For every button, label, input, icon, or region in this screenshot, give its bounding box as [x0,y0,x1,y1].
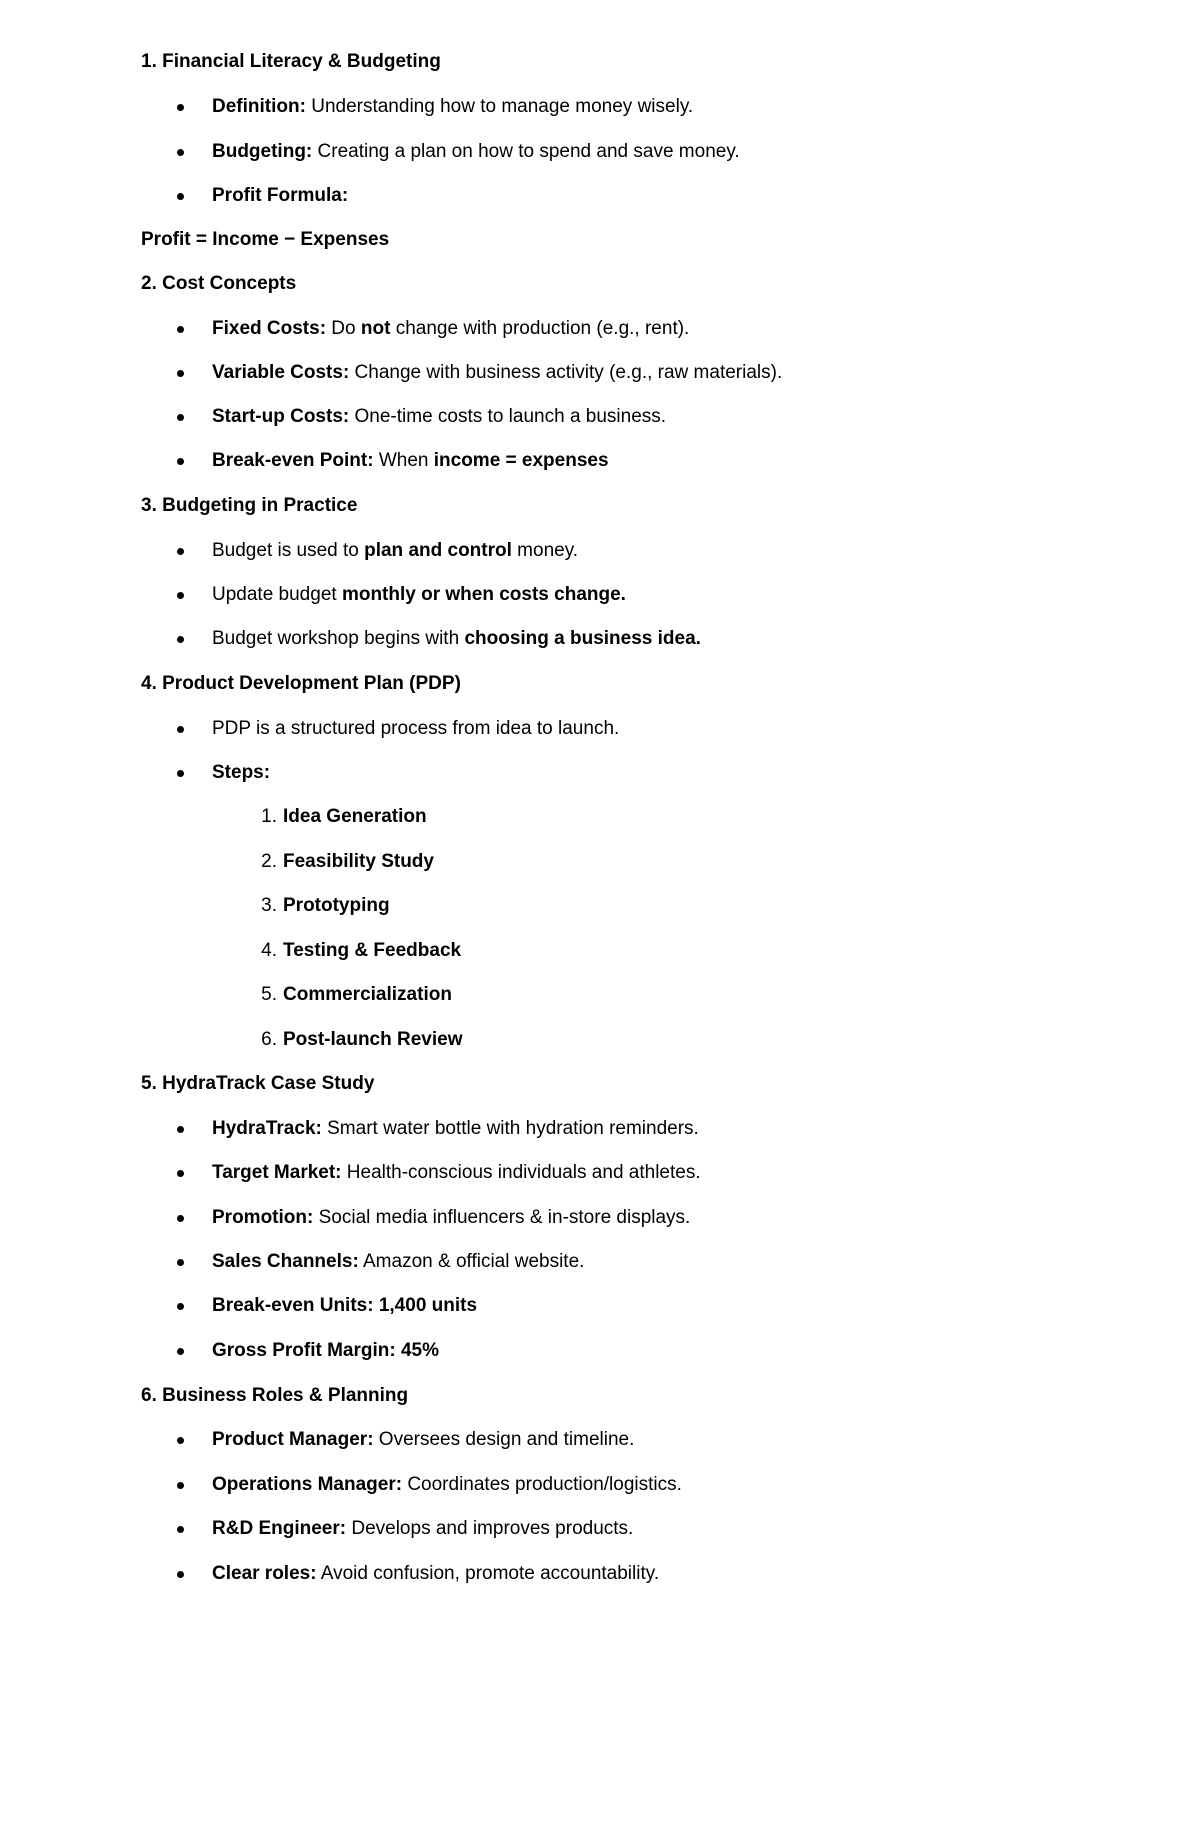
section-heading-business-roles: 6. Business Roles & Planning [141,1385,409,1406]
term-label: Sales Channels: [212,1251,359,1272]
bullet-icon [177,548,184,555]
step-number: 5. [261,984,277,1005]
term-description: One-time costs to launch a business. [349,406,667,427]
bullet-icon [177,592,184,599]
bullet-icon [177,1348,184,1355]
term-description: Coordinates production/logistics. [402,1474,682,1495]
term-label: Variable Costs: [212,362,350,383]
bullet-icon [177,1482,184,1489]
term-label: Start-up Costs: [212,406,350,427]
term-description: Smart water bottle with hydration reminders. [321,1118,699,1139]
item-emphasis: plan and control [364,540,512,561]
bullet-icon [177,1526,184,1533]
term-label: Target Market: [212,1162,342,1183]
step-label: Prototyping [283,895,390,916]
step-number: 6. [261,1029,277,1050]
term-label: Promotion: [212,1207,314,1228]
bullet-icon [177,726,184,733]
bullet-icon [177,1170,184,1177]
step-label: Testing & Feedback [283,940,462,961]
term-description: Amazon & official website. [358,1251,585,1272]
bullet-icon [177,104,184,111]
term-description: Understanding how to manage money wisely. [305,96,694,117]
bullet-icon [177,1303,184,1310]
term-emphasis: income = expenses [433,450,609,471]
term-label: Product Manager: [212,1429,374,1450]
bullet-icon [177,370,184,377]
bullet-icon [177,414,184,421]
bullet-icon [177,326,184,333]
item-text: PDP is a structured process from idea to launch. [212,718,620,739]
term-label: Budgeting: [212,141,313,162]
term-label: Clear roles: [212,1563,317,1584]
bullet-icon [177,458,184,465]
term-description: Avoid confusion, promote accountability. [316,1563,660,1584]
step-number: 4. [261,940,277,961]
step-label: Commercialization [283,984,452,1005]
term-label: Gross Profit Margin: [212,1340,396,1361]
section-heading-product-development-plan: 4. Product Development Plan (PDP) [141,673,461,694]
item-text-pre: Update budget [212,584,342,605]
term-label: HydraTrack: [212,1118,322,1139]
step-label: Idea Generation [283,806,427,827]
term-description: Change with business activity (e.g., raw materials). [349,362,783,383]
term-label: R&D Engineer: [212,1518,347,1539]
item-text-pre: Budget workshop begins with [212,628,465,649]
item-emphasis: monthly or when costs change. [341,584,626,605]
bullet-icon [177,770,184,777]
term-value: 45% [395,1340,439,1361]
section-heading-hydratrack-case-study: 5. HydraTrack Case Study [141,1073,375,1094]
term-label: Break-even Point: [212,450,374,471]
step-number: 2. [261,851,277,872]
bullet-icon [177,1437,184,1444]
bullet-icon [177,193,184,200]
section-heading-financial-literacy: 1. Financial Literacy & Budgeting [141,51,441,72]
bullet-icon [177,636,184,643]
section-heading-budgeting-in-practice: 3. Budgeting in Practice [141,495,358,516]
term-description: Oversees design and timeline. [373,1429,635,1450]
term-emphasis: not [360,318,391,339]
step-label: Post-launch Review [283,1029,463,1050]
bullet-icon [177,149,184,156]
term-description: Develops and improves products. [346,1518,634,1539]
item-text-pre: Budget is used to [212,540,365,561]
item-emphasis: choosing a business idea. [464,628,701,649]
term-label: Definition: [212,96,306,117]
term-value: 1,400 units [373,1295,478,1316]
term-label: Fixed Costs: [212,318,327,339]
section-heading-cost-concepts: 2. Cost Concepts [141,273,297,294]
term-description-post: change with production (e.g., rent). [390,318,690,339]
bullet-icon [177,1215,184,1222]
profit-formula: Profit = Income − Expenses [141,229,390,250]
term-description: Social media influencers & in-store displays. [313,1207,691,1228]
bullet-icon [177,1571,184,1578]
bullet-icon [177,1259,184,1266]
term-description-pre: Do [326,318,361,339]
term-label: Operations Manager: [212,1474,403,1495]
step-number: 1. [261,806,277,827]
term-description: Creating a plan on how to spend and save money. [312,141,740,162]
step-number: 3. [261,895,277,916]
term-description-pre: When [373,450,434,471]
term-label: Profit Formula: [212,185,349,206]
term-label: Break-even Units: [212,1295,374,1316]
item-text-post: money. [511,540,579,561]
step-label: Feasibility Study [283,851,434,872]
term-description: Health-conscious individuals and athletes. [341,1162,701,1183]
term-label: Steps: [212,762,271,783]
bullet-icon [177,1126,184,1133]
